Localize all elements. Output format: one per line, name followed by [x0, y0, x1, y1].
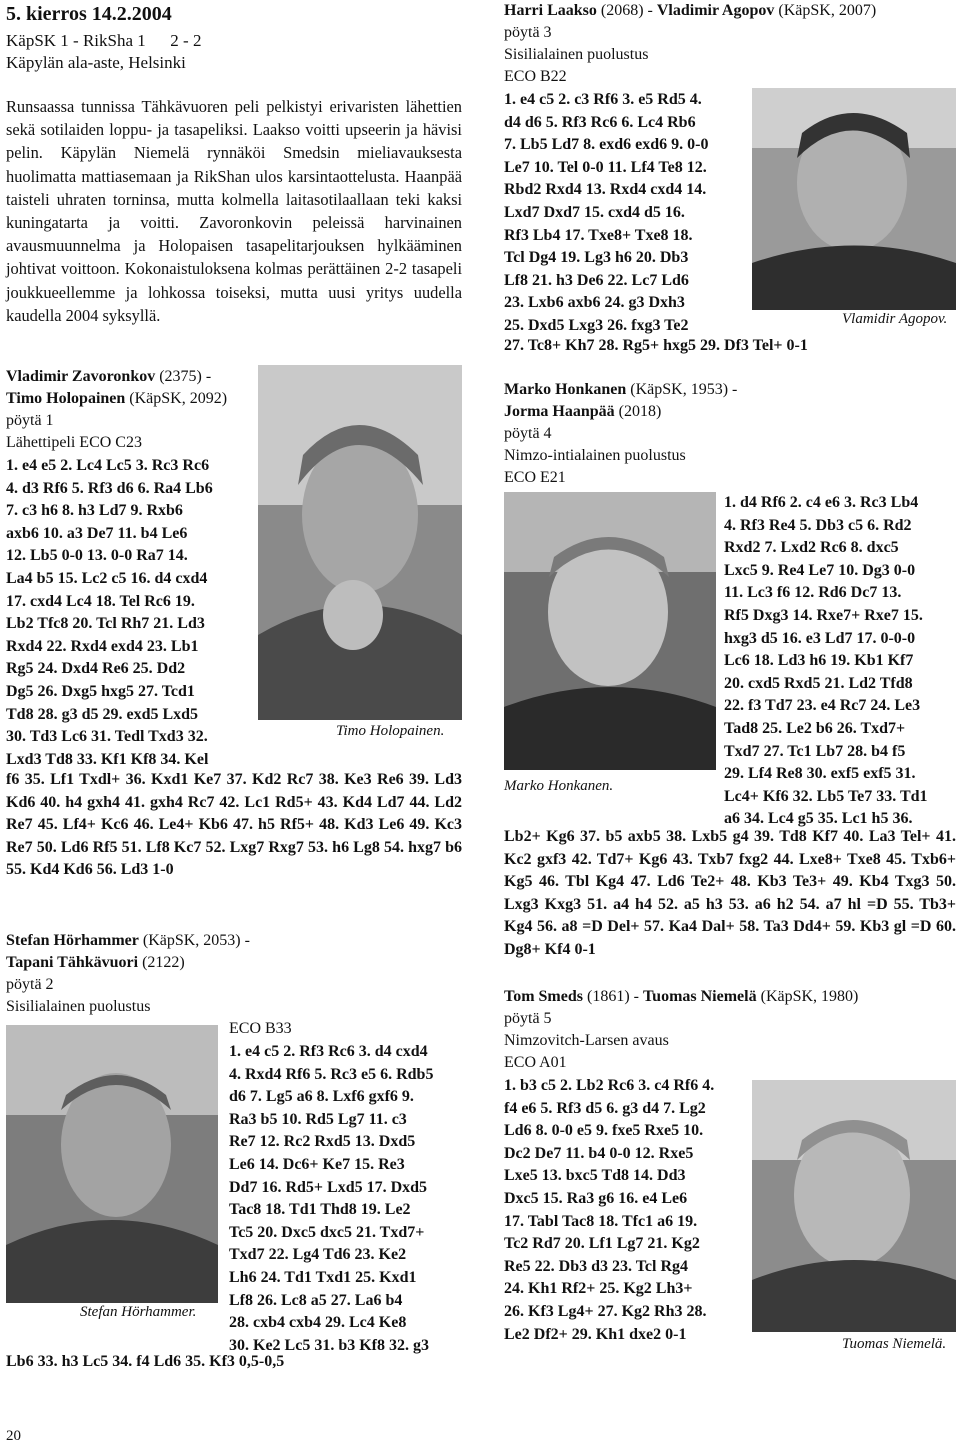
moves-line: Dc2 De7 11. b4 0-0 12. Rxe5 [504, 1144, 694, 1162]
moves-line: Lxd3 Td8 33. Kf1 Kf8 34. Kel [6, 750, 209, 768]
moves-line: 7. c3 h6 8. h3 Ld7 9. Rxb6 [6, 502, 183, 520]
moves-line: 22. f3 Td7 23. e4 Rc7 24. Le3 [724, 697, 921, 715]
game-4-opening: Nimzo-intialainen puolustus [504, 447, 686, 464]
moves-line: 12. Lb5 0-0 13. 0-0 Ra7 14. [6, 547, 188, 565]
moves-line: 26. Kf3 Lg4+ 27. Kg2 Rh3 28. [504, 1302, 707, 1320]
moves-line: 4. d3 Rf6 5. Rf3 d6 6. Ra4 Lb6 [6, 479, 213, 497]
moves-line: Le2 Df2+ 29. Kh1 dxe2 0-1 [504, 1325, 687, 1343]
moves-line: Rf5 Dxg3 14. Rxe7+ Rxe7 15. [724, 606, 923, 624]
moves-line: 17. Tabl Tac8 18. Tfc1 a6 19. [504, 1212, 698, 1230]
caption-marko-honkanen: Marko Honkanen. [504, 778, 614, 794]
moves-line: 1. e4 e5 2. Lc4 Lc5 3. Rc3 Rc6 [6, 457, 210, 474]
game-1-white-rating: (2375) - [159, 368, 212, 385]
game-4-moves [724, 492, 956, 831]
game-1-moves-tail: f6 35. Lf1 Txdl+ 36. Kxd1 Ke7 37. Kd2 Rc7 38. Ke3 Re6 39. Ld3 Kd6 40. h4 gxh4 41. gxh4 Rc7 42. Lc1 Rd5+ 43. Kd4 Ld7 44. Ld2 Re7 45. Lf4+ Kc6 46. Le4+ Kb6 47. h5 Rf5+ 48. Kd3 Le6 49. Kc3 Re7 50. Ld6 Rf5 51. Lf8 Kc7 52. Lxg7 Rxg7 53. h6 Lg8 54. hxg7 b6 55. Kd4 Kd6 56. Ld3 1-0 [6, 771, 462, 879]
moves-line: La4 b5 15. Lc2 c5 16. d4 cxd4 [6, 569, 208, 587]
moves-line: Lxc5 9. Re4 Le7 10. Dg3 0-0 [724, 561, 916, 579]
game-2-white: Stefan Hörhammer [6, 932, 139, 949]
game-1-board: pöytä 1 [6, 412, 54, 429]
game-5-black-info: (KäpSK, 1980) [760, 988, 859, 1005]
match-score: 2 - 2 [170, 31, 202, 50]
moves-line: Lc4+ Kf6 32. Lb5 Te7 33. Td1 [724, 787, 928, 805]
photo-stefan-horhammer [6, 1025, 218, 1303]
game-5-board: pöytä 5 [504, 1010, 552, 1027]
moves-line: 25. Dxd5 Lxg3 26. fxg3 Te2 [504, 316, 689, 334]
page-number: 20 [6, 1428, 21, 1444]
game-4-black-rating: (2018) [618, 403, 662, 420]
game-5-moves [504, 1075, 744, 1346]
photo-tuomas-niemela [752, 1080, 956, 1332]
moves-line: Lb2 Tfc8 20. Tcl Rh7 21. Ld3 [6, 615, 205, 633]
moves-line: 24. Kh1 Rf2+ 25. Kg2 Lh3+ [504, 1280, 693, 1298]
moves-line: 1. d4 Rf6 2. c4 e6 3. Rc3 Lb4 [724, 494, 919, 511]
moves-line: Re5 22. Db3 d3 23. Tcl Rg4 [504, 1257, 689, 1275]
game-5-white-rating: (1861) - [586, 988, 639, 1005]
match-report: Runsaassa tunnissa Tähkävuoren peli pelkistyi erivaristen lähettien sekä sotilaiden loppu- ja tasapeliksi. Laakso voitti upseerin ja hävisi pelin. Käpylän Niemelä rynnäköi Smedsin mieliavauksesta huolimatta mattiasemaan ja RikShan ulos karsintaottelusta. Haanpää taisteli uhraten torninsa, mutta kolmella laitasotilaallaan teki kaksi kuningatarta ja voitti. Zavoronkovin peleissä harvinainen avausmuunnelma ja Holopaisen tasapelitarjouksen hylkääminen johtivat voittoon. Kokonaistuloksena kolmas perättäinen 2-2 tasapeli joukkueellemme ja lohkossa toiseksi, mutta uusi yritys uudella kaudella 2004 syksyllä. [6, 97, 462, 325]
game-4-white: Marko Honkanen [504, 381, 627, 398]
game-2-header [6, 930, 326, 1018]
game-4-board: pöytä 4 [504, 425, 552, 442]
moves-line: d4 d6 5. Rf3 Rc6 6. Lc4 Rb6 [504, 113, 696, 131]
moves-line: Ld6 8. 0-0 e5 9. fxe5 Rxe5 10. [504, 1122, 704, 1140]
moves-line: Lh6 24. Td1 Txd1 25. Kxd1 [229, 1268, 417, 1286]
game-1-black-info: (KäpSK, 2092) [129, 390, 228, 407]
moves-line: 1. e4 c5 2. Rf3 Rc6 3. d4 cxd4 [229, 1043, 428, 1060]
game-3-black-info: (KäpSK, 2007) [778, 2, 877, 19]
venue: Käpylän ala-aste, Helsinki [6, 53, 186, 72]
game-5-black: Tuomas Niemelä [642, 988, 757, 1005]
game-3-header [504, 0, 956, 88]
moves-line: Re7 12. Rc2 Rxd5 13. Dxd5 [229, 1133, 416, 1151]
moves-line: 1. b3 c5 2. Lb2 Rc6 3. c4 Rf6 4. [504, 1077, 715, 1094]
moves-line: Lxe5 13. bxc5 Td8 14. Dd3 [504, 1167, 686, 1185]
moves-line: Ra3 b5 10. Rd5 Lg7 11. c3 [229, 1110, 407, 1128]
moves-line: 20. cxd5 Rxd5 21. Ld2 Tfd8 [724, 674, 913, 692]
game-5-header [504, 986, 956, 1074]
moves-line: Rxd4 22. Rxd4 exd4 23. Lb1 [6, 637, 199, 655]
photo-vladimir-agopov [752, 88, 956, 310]
moves-line: Rg5 24. Dxd4 Re6 25. Dd2 [6, 660, 186, 678]
game-1-opening: Lähettipeli ECO C23 [6, 434, 142, 451]
moves-line: Rxd2 7. Lxd2 Rc6 8. dxc5 [724, 539, 899, 557]
game-2-black-rating: (2122) [142, 954, 185, 971]
moves-line: d6 7. Lg5 a6 8. Lxf6 gxf6 9. [229, 1088, 414, 1106]
game-2-eco: ECO B33 [229, 1020, 292, 1037]
moves-line: Dg5 26. Dxg5 hxg5 27. Tcd1 [6, 682, 195, 700]
moves-line: Rbd2 Rxd4 13. Rxd4 cxd4 14. [504, 181, 707, 199]
game-2-opening: Sisilialainen puolustus [6, 998, 151, 1015]
moves-line: a6 34. Lc4 g5 35. Lc1 h5 36. [724, 810, 913, 828]
photo-timo-holopainen [258, 365, 462, 720]
game-3-white-rating: (2068) - [600, 2, 653, 19]
moves-line: 30. Ke2 Lc5 31. b3 Kf8 32. g3 [229, 1336, 429, 1354]
moves-line: Txd7 22. Lg4 Td6 23. Ke2 [229, 1246, 407, 1264]
game-5-white: Tom Smeds [504, 988, 583, 1005]
game-4-eco: ECO E21 [504, 469, 566, 486]
moves-line: 23. Lxb6 axb6 24. g3 Dxh3 [504, 294, 685, 312]
moves-line: Lc6 18. Ld3 h6 19. Kb1 Kf7 [724, 652, 914, 670]
moves-line: Td8 28. g3 d5 29. exd5 Lxd5 [6, 705, 199, 723]
game-3-black: Vladimir Agopov [656, 2, 775, 19]
photo-marko-honkanen [504, 492, 716, 770]
moves-line: f4 e6 5. Rf3 d5 6. g3 d4 7. Lg2 [504, 1099, 706, 1117]
moves-line: 7. Lb5 Ld7 8. exd6 exd6 9. 0-0 [504, 136, 709, 154]
game-2-moves-tail: Lb6 33. h3 Lc5 34. f4 Ld6 35. Kf3 0,5-0,5 [6, 1353, 285, 1370]
moves-line: 29. Lf4 Re8 30. exf5 exf5 31. [724, 765, 916, 783]
game-1-white: Vladimir Zavoronkov [6, 368, 156, 385]
caption-tuomas-niemela: Tuomas Niemelä. [842, 1336, 947, 1352]
game-2-board: pöytä 2 [6, 976, 54, 993]
moves-line: Tc5 20. Dxc5 dxc5 21. Txd7+ [229, 1223, 425, 1241]
moves-line: Tac8 18. Td1 Thd8 19. Le2 [229, 1201, 411, 1219]
moves-line: 17. cxd4 Lc4 18. Tel Rc6 19. [6, 592, 195, 610]
game-3-eco: ECO B22 [504, 68, 567, 85]
match-name: KäpSK 1 - RikSha 1 [6, 31, 146, 50]
moves-line: Dd7 16. Rd5+ Lxd5 17. Dxd5 [229, 1178, 428, 1196]
moves-line: Tcl Dg4 19. Lg3 h6 20. Db3 [504, 249, 689, 267]
moves-line: Le6 14. Dc6+ Ke7 15. Re3 [229, 1155, 405, 1173]
game-3-moves [504, 89, 740, 338]
moves-line: Lxd7 Dxd7 15. cxd4 d5 16. [504, 203, 685, 221]
game-4-black: Jorma Haanpää [504, 403, 615, 420]
moves-line: 30. Td3 Lc6 31. Tedl Txd3 32. [6, 728, 208, 746]
moves-line: Le7 10. Tel 0-0 11. Lf4 Te8 12. [504, 158, 707, 176]
article-header [6, 2, 486, 74]
moves-line: Txd7 27. Tc1 Lb7 28. b4 f5 [724, 742, 906, 760]
game-5-opening: Nimzovitch-Larsen avaus [504, 1032, 669, 1049]
game-4-moves-tail: Lb2+ Kg6 37. b5 axb5 38. Lxb5 g4 39. Td8 Kf7 40. La3 Tel+ 41. Kc2 gxf3 42. Td7+ Kg6 43. Txb7 fxg2 44. Lxe8+ Txe8 45. Txb6+ Kg5 46. Tbl Kg4 47. Ld6 Te2+ 48. Kb3 Te3+ 49. Kb4 Txg3 50. Lxg3 Kxg3 51. a4 h4 52. a5 h3 53. a6 h2 54. a7 hl =D 55. Tb3+ Kg4 56. a8 =D Del+ 57. Ka4 Dal+ 58. Ta3 Dd4+ 59. Kb3 gl =D 60. Dg8+ Kf4 0-1 [504, 828, 956, 958]
game-3-moves-tail: 27. Tc8+ Kh7 28. Rg5+ hxg5 29. Df3 Tel+ 0-1 [504, 337, 808, 354]
moves-line: 1. e4 c5 2. c3 Rf6 3. e5 Rd5 4. [504, 91, 702, 108]
game-3-board: pöytä 3 [504, 24, 552, 41]
game-4-header [504, 379, 834, 489]
moves-line: hxg3 d5 16. e3 Ld7 17. 0-0-0 [724, 629, 916, 647]
game-1-header [6, 366, 266, 454]
moves-line: Tad8 25. Le2 b6 26. Txd7+ [724, 719, 906, 737]
moves-line: 11. Lc3 f6 12. Rd6 Dc7 13. [724, 584, 902, 602]
caption-vladimir-agopov: Vlamidir Agopov. [842, 311, 948, 327]
match-line [6, 30, 486, 52]
moves-line: Lf8 21. h3 De6 22. Lc7 Ld6 [504, 271, 689, 289]
moves-line: Lf8 26. Lc8 a5 27. La6 b4 [229, 1291, 403, 1309]
moves-line: Rf3 Lb4 17. Txe8+ Txe8 18. [504, 226, 693, 244]
game-2-black: Tapani Tähkävuori [6, 954, 139, 971]
game-4-white-info: (KäpSK, 1953) - [630, 381, 738, 398]
game-3-opening: Sisilialainen puolustus [504, 46, 649, 63]
moves-line: 4. Rf3 Re4 5. Db3 c5 6. Rd2 [724, 516, 912, 534]
moves-line: Tc2 Rd7 20. Lf1 Lg7 21. Kg2 [504, 1235, 700, 1253]
moves-line: Dxc5 15. Ra3 g6 16. e4 Le6 [504, 1189, 688, 1207]
moves-line: 4. Rxd4 Rf6 5. Rc3 e5 6. Rdb5 [229, 1065, 434, 1083]
game-1-moves [6, 455, 251, 771]
round-title: 5. kierros 14.2.2004 [6, 3, 172, 25]
caption-stefan-horhammer: Stefan Hörhammer. [80, 1304, 197, 1320]
moves-line: 28. cxb4 cxb4 29. Lc4 Ke8 [229, 1314, 407, 1332]
moves-line: axb6 10. a3 De7 11. b4 Le6 [6, 524, 188, 542]
game-1-black: Timo Holopainen [6, 390, 126, 407]
game-2-moves [229, 1041, 462, 1357]
game-5-eco: ECO A01 [504, 1054, 567, 1071]
caption-timo-holopainen: Timo Holopainen. [336, 723, 445, 739]
game-3-white: Harri Laakso [504, 2, 597, 19]
game-2-white-info: (KäpSK, 2053) - [142, 932, 250, 949]
